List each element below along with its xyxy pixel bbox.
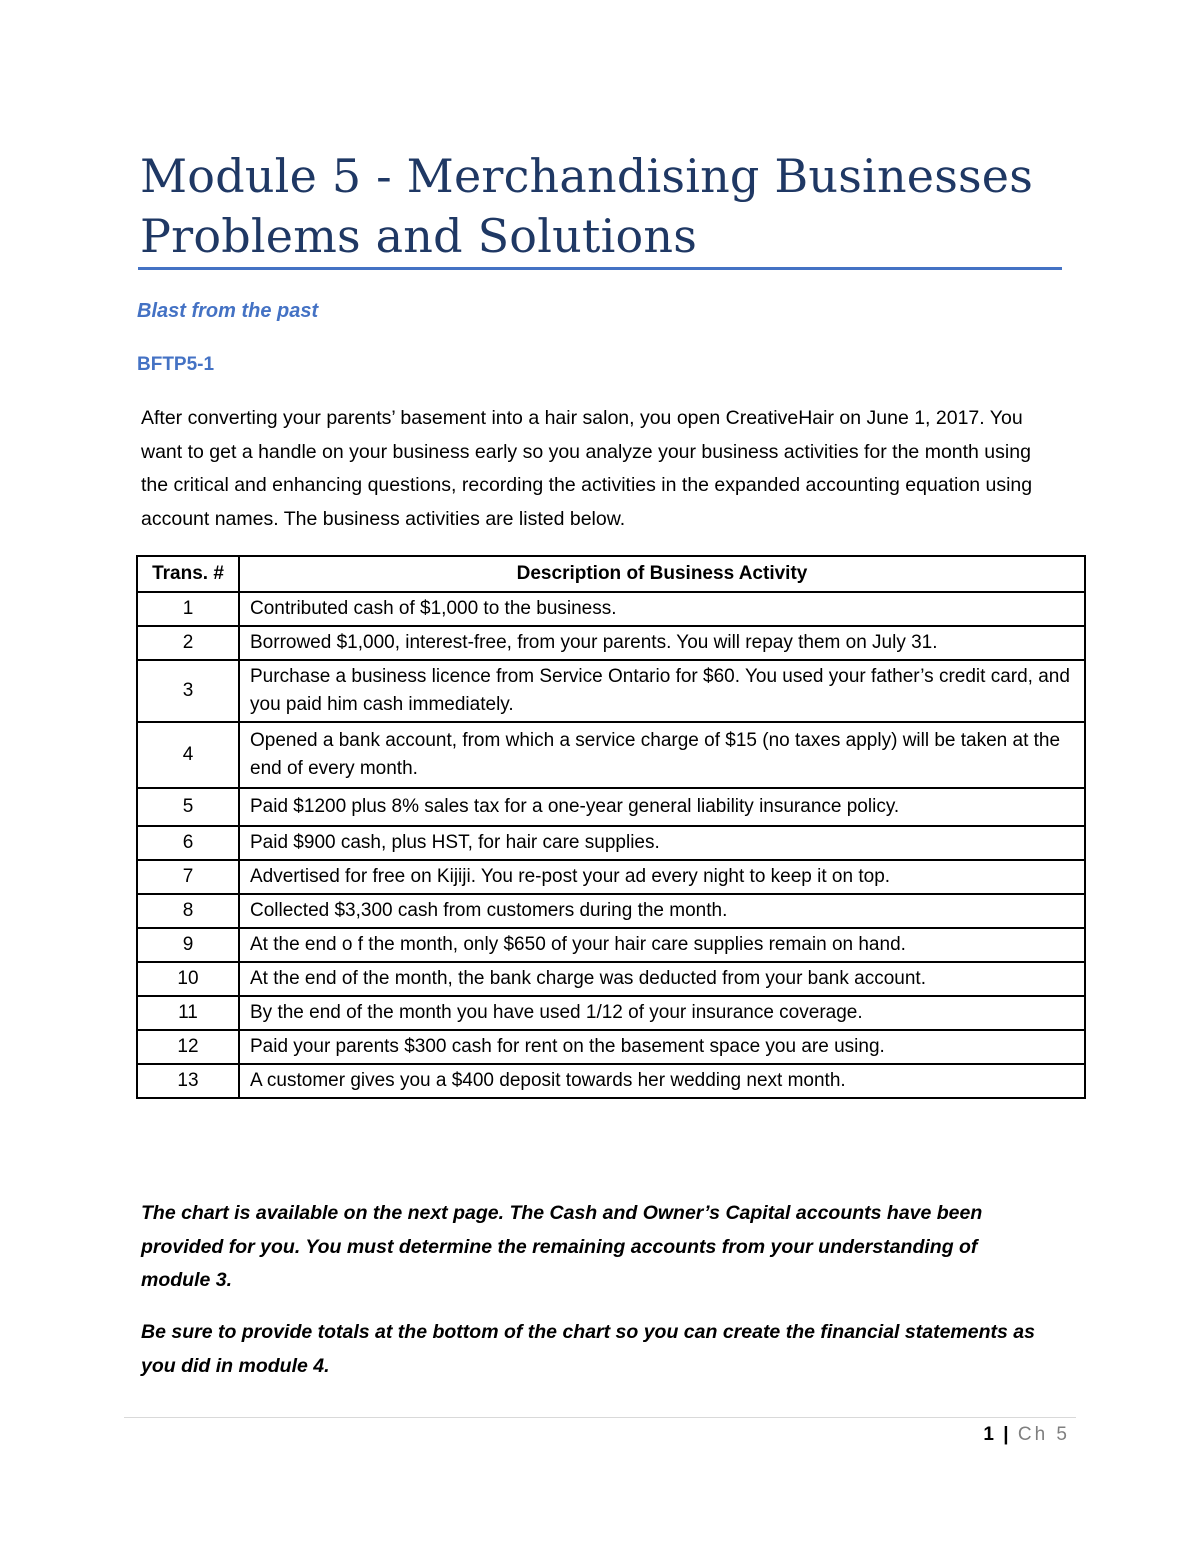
description-cell: Paid your parents $300 cash for rent on the basement space you are using.: [239, 1030, 1085, 1064]
chapter-label: Ch 5: [1017, 1424, 1070, 1445]
description-cell: At the end of the month, the bank charge was deducted from your bank account.: [239, 962, 1085, 996]
description-cell: At the end o f the month, only $650 of your hair care supplies remain on hand.: [239, 928, 1085, 962]
table-row: [137, 962, 1085, 996]
problem-code: BFTP5-1: [137, 354, 215, 375]
table-row: [137, 788, 1085, 826]
table-row: [137, 626, 1085, 660]
footer-divider: [124, 1417, 1076, 1418]
description-cell: By the end of the month you have used 1/12 of your insurance coverage.: [239, 996, 1085, 1030]
table-row: [137, 894, 1085, 928]
title-line-1: Module 5 - Merchandising Businesses: [140, 149, 1034, 203]
trans-number-cell: 2: [137, 626, 239, 660]
trans-number-cell: 3: [137, 660, 239, 722]
header-description: Description of Business Activity: [239, 556, 1085, 592]
trans-number-cell: 4: [137, 722, 239, 788]
page-title: [140, 146, 1100, 266]
trans-number-cell: 7: [137, 860, 239, 894]
trans-number-cell: 12: [137, 1030, 239, 1064]
section-heading: Blast from the past: [137, 300, 319, 322]
table-row: [137, 722, 1085, 788]
instruction-note-1: The chart is available on the next page. The Cash and Owner’s Capital accounts have been provided for you. You must determine the remaining accounts from your understanding of module 3.: [141, 1202, 983, 1291]
table-row: [137, 660, 1085, 722]
business-activity-table: [136, 555, 1086, 1099]
instruction-note-2: Be sure to provide totals at the bottom of the chart so you can create the financial statements as you did in module 4.: [141, 1321, 1035, 1377]
trans-number-cell: 9: [137, 928, 239, 962]
description-cell: Opened a bank account, from which a service charge of $15 (no taxes apply) will be taken at the end of every month.: [239, 722, 1085, 788]
table-row: [137, 1064, 1085, 1098]
table-body: [137, 592, 1085, 1098]
trans-number-cell: 13: [137, 1064, 239, 1098]
table-row: [137, 996, 1085, 1030]
description-cell: Advertised for free on Kijiji. You re-post your ad every night to keep it on top.: [239, 860, 1085, 894]
footer-separator: |: [1003, 1424, 1009, 1445]
table-row: [137, 592, 1085, 626]
page-footer: [983, 1424, 1070, 1446]
description-cell: Borrowed $1,000, interest-free, from your parents. You will repay them on July 31.: [239, 626, 1085, 660]
table-row: [137, 1030, 1085, 1064]
trans-number-cell: 6: [137, 826, 239, 860]
trans-number-cell: 5: [137, 788, 239, 826]
table-row: [137, 826, 1085, 860]
table-row: [137, 860, 1085, 894]
table-header-row: [137, 556, 1085, 592]
trans-number-cell: 11: [137, 996, 239, 1030]
header-trans-num: Trans. #: [137, 556, 239, 592]
title-underline: [138, 267, 1062, 270]
title-line-2: Problems and Solutions: [140, 209, 698, 263]
description-cell: Paid $1200 plus 8% sales tax for a one-year general liability insurance policy.: [239, 788, 1085, 826]
trans-number-cell: 10: [137, 962, 239, 996]
table-row: [137, 928, 1085, 962]
description-cell: Collected $3,300 cash from customers during the month.: [239, 894, 1085, 928]
intro-paragraph: After converting your parents’ basement into a hair salon, you open CreativeHair on June 1, 2017. You want to get a handle on your business early so you analyze your business activities for the month using the critical and enhancing questions, recording the activities in the expanded accounting equation using account names. The business activities are listed below.: [141, 407, 1033, 530]
trans-number-cell: 8: [137, 894, 239, 928]
page-number: 1: [983, 1424, 994, 1445]
description-cell: Paid $900 cash, plus HST, for hair care supplies.: [239, 826, 1085, 860]
description-cell: Purchase a business licence from Service Ontario for $60. You used your father’s credit card, and you paid him cash immediately.: [239, 660, 1085, 722]
description-cell: Contributed cash of $1,000 to the business.: [239, 592, 1085, 626]
trans-number-cell: 1: [137, 592, 239, 626]
description-cell: A customer gives you a $400 deposit towards her wedding next month.: [239, 1064, 1085, 1098]
